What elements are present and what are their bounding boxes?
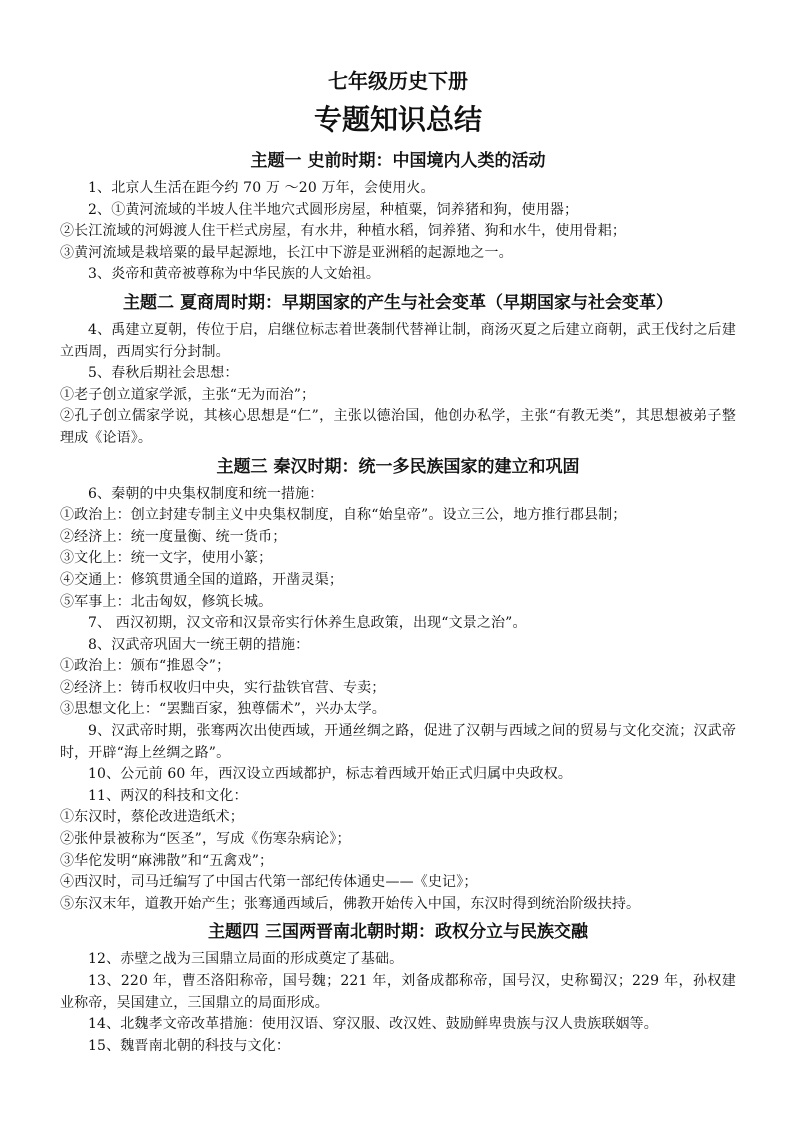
- paragraph: ②经济上：铸币权收归中央，实行盐铁官营、专卖；: [60, 679, 386, 696]
- paragraph: ③华佗发明“麻沸散”和“五禽戏”；: [60, 852, 274, 869]
- paragraph: ②长江流域的河姆渡人住干栏式房屋，有水井，种植水稻，饲养猪、狗和水牛，使用骨耜；: [60, 223, 626, 240]
- paragraph: 4、禹建立夏朝，传位于启，启继位标志着世袭制代替禅让制，商汤灭夏之后建立商朝，武王伐纣之后建立西周，西周实行分封制。: [60, 321, 736, 360]
- paragraph: ④西汉时，司马迁编写了中国古代第一部纪传体通史——《史记》；: [60, 874, 478, 891]
- section-heading-4: 主题四 三国两晋南北朝时期：政权分立与民族交融: [208, 922, 588, 943]
- paragraph: ①政治上：创立封建专制主义中央集权制度，自称“始皇帝”。设立三公，地方推行郡县制；: [60, 507, 627, 524]
- section-heading-3: 主题三 秦汉时期：统一多民族国家的建立和巩固: [216, 456, 580, 477]
- paragraph: 7、 西汉初期，汉文帝和汉景帝实行休养生息政策，出现“文景之治”。: [88, 615, 527, 632]
- paragraph: ①政治上：颁布“推恩令”；: [60, 658, 231, 675]
- main-title: 专题知识总结: [313, 103, 482, 136]
- paragraph: ①东汉时，蔡伦改进造纸术；: [60, 809, 244, 826]
- document-page: [60, 66, 736, 1057]
- paragraph: ③思想文化上：“罢黜百家，独尊儒术”，兴办太学。: [60, 701, 386, 718]
- paragraph: 3、炎帝和黄帝被尊称为中华民族的人文始祖。: [88, 266, 381, 283]
- paragraph: 12、赤壁之战为三国鼎立局面的形成奠定了基础。: [88, 951, 404, 968]
- paragraph: 14、北魏孝文帝改革措施：使用汉语、穿汉服、改汉姓、鼓励鲜卑贵族与汉人贵族联姻等。: [88, 1016, 658, 1033]
- paragraph: ②孔子创立儒家学说，其核心思想是“仁”，主张以德治国，他创办私学，主张“有教无类”，其思想被弟子整理成《论语》。: [60, 408, 736, 446]
- paragraph: 9、汉武帝时期，张骞两次出使西域，开通丝绸之路，促进了汉朝与西域之间的贸易与文化交流；汉武帝时，开辟“海上丝绸之路”。: [60, 723, 736, 761]
- paragraph: 11、两汉的科技和文化：: [88, 787, 248, 804]
- paragraph: 6、秦朝的中央集权制度和统一措施：: [88, 485, 324, 502]
- paragraph: ①老子创立道家学派，主张“无为而治”；: [60, 386, 316, 403]
- grade-title: 七年级历史下册: [328, 69, 468, 93]
- paragraph: ②经济上：统一度量衡、统一货币；: [60, 528, 287, 545]
- paragraph: ⑤军事上：北击匈奴，修筑长城。: [60, 593, 273, 610]
- paragraph: 10、公元前 60 年，西汉设立西域都护，标志着西域开始正式归属中央政权。: [88, 766, 573, 783]
- paragraph: 5、春秋后期社会思想：: [88, 365, 239, 382]
- paragraph: ③文化上：统一文字，使用小篆；: [60, 550, 273, 567]
- paragraph: ②张仲景被称为“医圣”，写成《伤寒杂病论》；: [60, 831, 351, 848]
- paragraph: ⑤东汉末年，道教开始产生；张骞通西域后，佛教开始传入中国，东汉时得到统治阶级扶持。: [60, 895, 641, 912]
- paragraph: 2、①黄河流域的半坡人住半地穴式圆形房屋，种植粟，饲养猪和狗，使用器；: [88, 201, 579, 218]
- paragraph: 1、北京人生活在距今约 70 万 ～20 万年，会使用火。: [88, 180, 435, 196]
- paragraph: ③黄河流域是栽培粟的最早起源地，长江中下游是亚洲稻的起源地之一。: [60, 244, 513, 261]
- paragraph: 15、魏晋南北朝的科技与文化：: [88, 1037, 291, 1054]
- paragraph: 13、220 年，曹丕洛阳称帝，国号魏；221 年，刘备成都称帝，国号汉，史称蜀汉；229 年，孙权建业称帝，吴国建立，三国鼎立的局面形成。: [60, 973, 736, 1011]
- paragraph: ④交通上：修筑贯通全国的道路，开凿灵渠；: [60, 571, 343, 588]
- section-heading-2: 主题二 夏商周时期：早期国家的产生与社会变革（早期国家与社会变革）: [123, 292, 673, 313]
- section-heading-1: 主题一 史前时期：中国境内人类的活动: [250, 151, 546, 171]
- paragraph: 8、汉武帝巩固大一统王朝的措施：: [88, 636, 310, 653]
